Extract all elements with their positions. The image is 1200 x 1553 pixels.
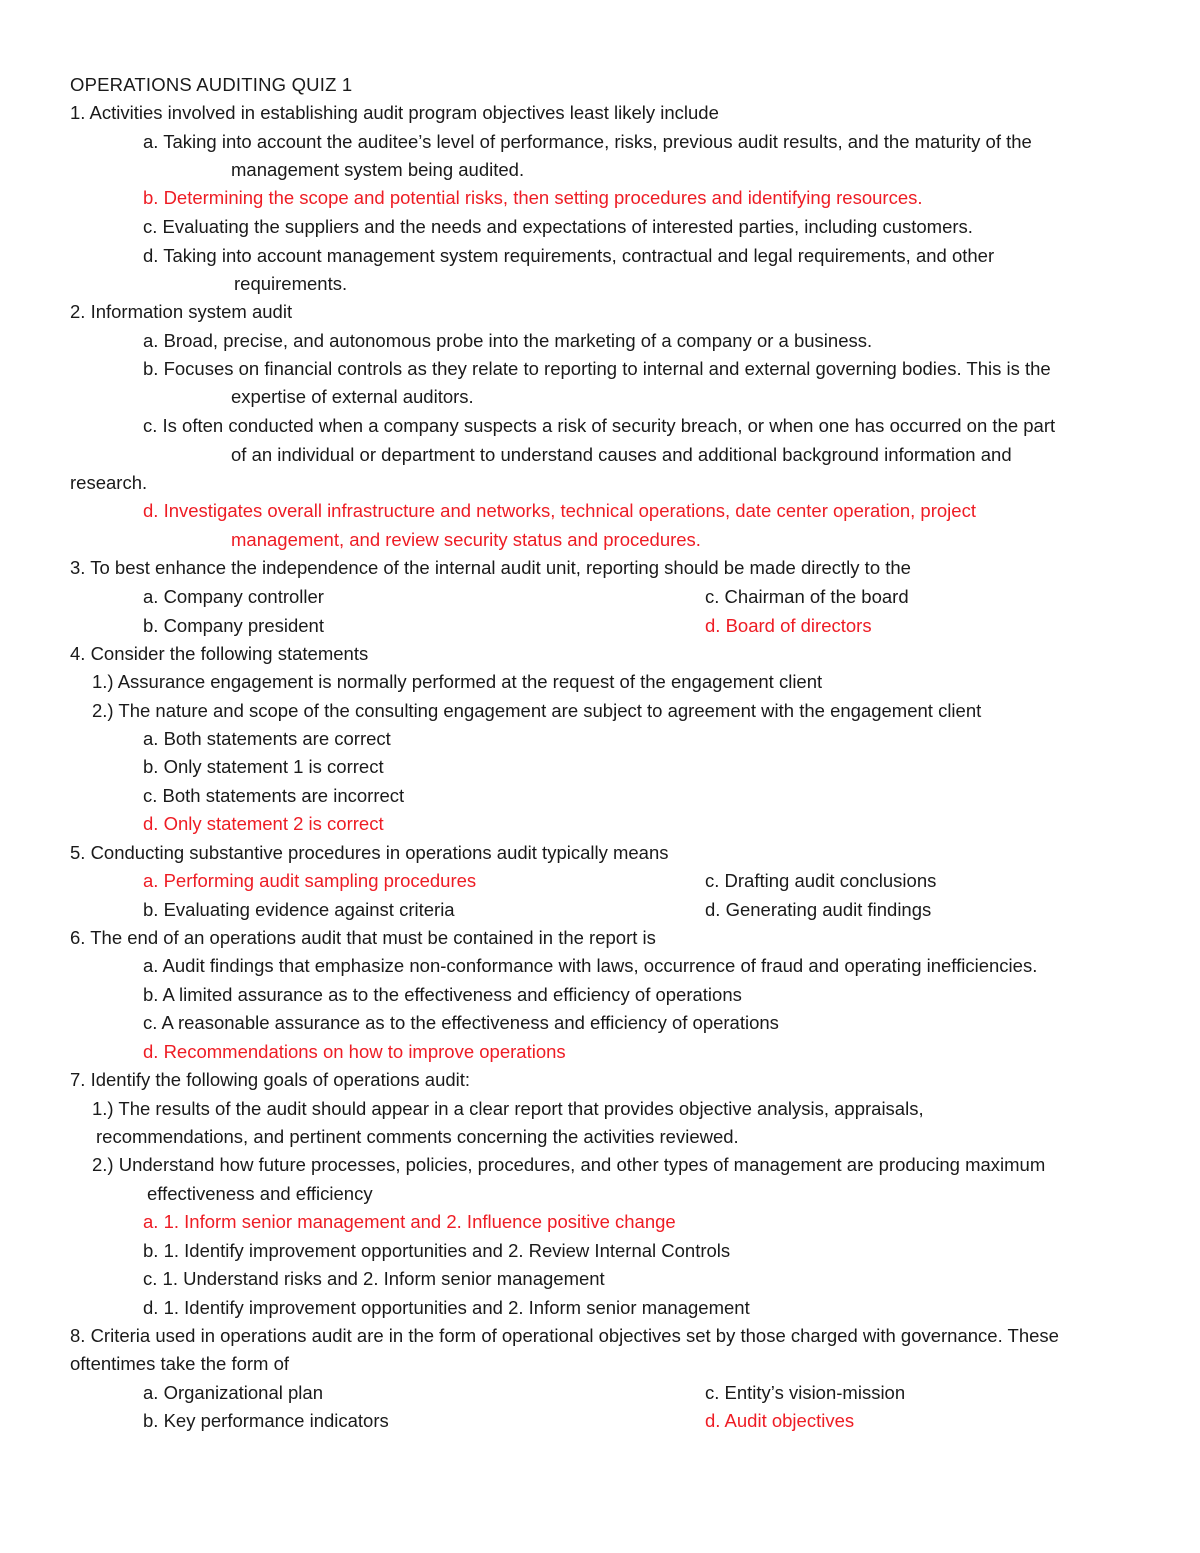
question-5-option-a-answer: a. Performing audit sampling procedures — [143, 870, 477, 891]
question-7-stem: 7. Identify the following goals of operations audit: — [70, 1069, 471, 1090]
question-5-stem: 5. Conducting substantive procedures in operations audit typically means — [70, 842, 669, 863]
question-8-option-d-answer: d. Audit objectives — [705, 1410, 855, 1431]
question-6-option-a: a. Audit findings that emphasize non-conformance with laws, occurrence of fraud and operating inefficiencies. — [143, 955, 1038, 976]
question-7-statement-1-line1: 1.) The results of the audit should appear in a clear report that provides objective analysis, appraisals, — [92, 1098, 924, 1119]
question-3-option-d-answer: d. Board of directors — [705, 615, 872, 636]
question-2-option-c-line3: research. — [70, 472, 148, 493]
question-2-option-a: a. Broad, precise, and autonomous probe into the marketing of a company or a business. — [143, 330, 873, 351]
question-4-option-c: c. Both statements are incorrect — [143, 785, 405, 806]
quiz-title: OPERATIONS AUDITING QUIZ 1 — [70, 74, 353, 95]
question-5-option-c: c. Drafting audit conclusions — [705, 870, 937, 891]
question-2-option-d-answer-line2: management, and review security status and procedures. — [231, 529, 701, 550]
question-7-statement-2-line2: effectiveness and efficiency — [147, 1183, 373, 1204]
question-7-statement-1-line2: recommendations, and pertinent comments concerning the activities reviewed. — [96, 1126, 739, 1147]
question-2-stem: 2. Information system audit — [70, 301, 293, 322]
question-2-option-b-line2: expertise of external auditors. — [231, 386, 474, 407]
question-4-option-a: a. Both statements are correct — [143, 728, 391, 749]
question-2-option-c-line1: c. Is often conducted when a company suspects a risk of security breach, or when one has occurred on the part — [143, 415, 1056, 436]
question-1-option-b-answer: b. Determining the scope and potential risks, then setting procedures and identifying resources. — [143, 187, 923, 208]
question-1-option-c: c. Evaluating the suppliers and the needs and expectations of interested parties, including customers. — [143, 216, 973, 237]
question-2-option-c-line2: of an individual or department to understand causes and additional background information and — [231, 444, 1012, 465]
question-3-stem: 3. To best enhance the independence of the internal audit unit, reporting should be made directly to the — [70, 557, 911, 578]
question-6-option-b: b. A limited assurance as to the effectiveness and efficiency of operations — [143, 984, 742, 1005]
question-8-option-c: c. Entity’s vision-mission — [705, 1382, 906, 1403]
question-2-option-b-line1: b. Focuses on financial controls as they relate to reporting to internal and external governing bodies. This is the — [143, 358, 1051, 379]
question-1-option-d-line2: requirements. — [234, 273, 348, 294]
question-4-option-b: b. Only statement 1 is correct — [143, 756, 384, 777]
question-7-option-d: d. 1. Identify improvement opportunities and 2. Inform senior management — [143, 1297, 750, 1318]
question-6-option-c: c. A reasonable assurance as to the effectiveness and efficiency of operations — [143, 1012, 779, 1033]
question-8-option-a: a. Organizational plan — [143, 1382, 323, 1403]
question-4-option-d-answer: d. Only statement 2 is correct — [143, 813, 384, 834]
question-7-option-c: c. 1. Understand risks and 2. Inform senior management — [143, 1268, 605, 1289]
question-8-stem-line2: oftentimes take the form of — [70, 1353, 290, 1374]
question-7-option-a-answer: a. 1. Inform senior management and 2. Influence positive change — [143, 1211, 676, 1232]
question-3-option-b: b. Company president — [143, 615, 324, 636]
question-1-stem: 1. Activities involved in establishing audit program objectives least likely include — [70, 102, 719, 123]
question-4-statement-2: 2.) The nature and scope of the consulting engagement are subject to agreement with the engagement client — [92, 700, 982, 721]
question-8-stem-line1: 8. Criteria used in operations audit are in the form of operational objectives set by those charged with governance. These — [70, 1325, 1059, 1346]
question-1-option-d-line1: d. Taking into account management system requirements, contractual and legal requirements, and other — [143, 245, 995, 266]
question-1-option-a-line1: a. Taking into account the auditee’s level of performance, risks, previous audit results, and the maturity of the — [143, 131, 1032, 152]
question-1-option-a-line2: management system being audited. — [231, 159, 525, 180]
question-5-option-b: b. Evaluating evidence against criteria — [143, 899, 455, 920]
question-3-option-c: c. Chairman of the board — [705, 586, 909, 607]
question-2-option-d-answer-line1: d. Investigates overall infrastructure and networks, technical operations, date center operation, project — [143, 500, 976, 521]
question-7-statement-2-line1: 2.) Understand how future processes, policies, procedures, and other types of management are producing maximum — [92, 1154, 1046, 1175]
question-8-option-b: b. Key performance indicators — [143, 1410, 389, 1431]
question-6-option-d-answer: d. Recommendations on how to improve operations — [143, 1041, 566, 1062]
question-4-stem: 4. Consider the following statements — [70, 643, 369, 664]
question-6-stem: 6. The end of an operations audit that must be contained in the report is — [70, 927, 656, 948]
question-4-statement-1: 1.) Assurance engagement is normally performed at the request of the engagement client — [92, 671, 823, 692]
question-3-option-a: a. Company controller — [143, 586, 324, 607]
question-7-option-b: b. 1. Identify improvement opportunities and 2. Review Internal Controls — [143, 1240, 731, 1261]
question-5-option-d: d. Generating audit findings — [705, 899, 932, 920]
